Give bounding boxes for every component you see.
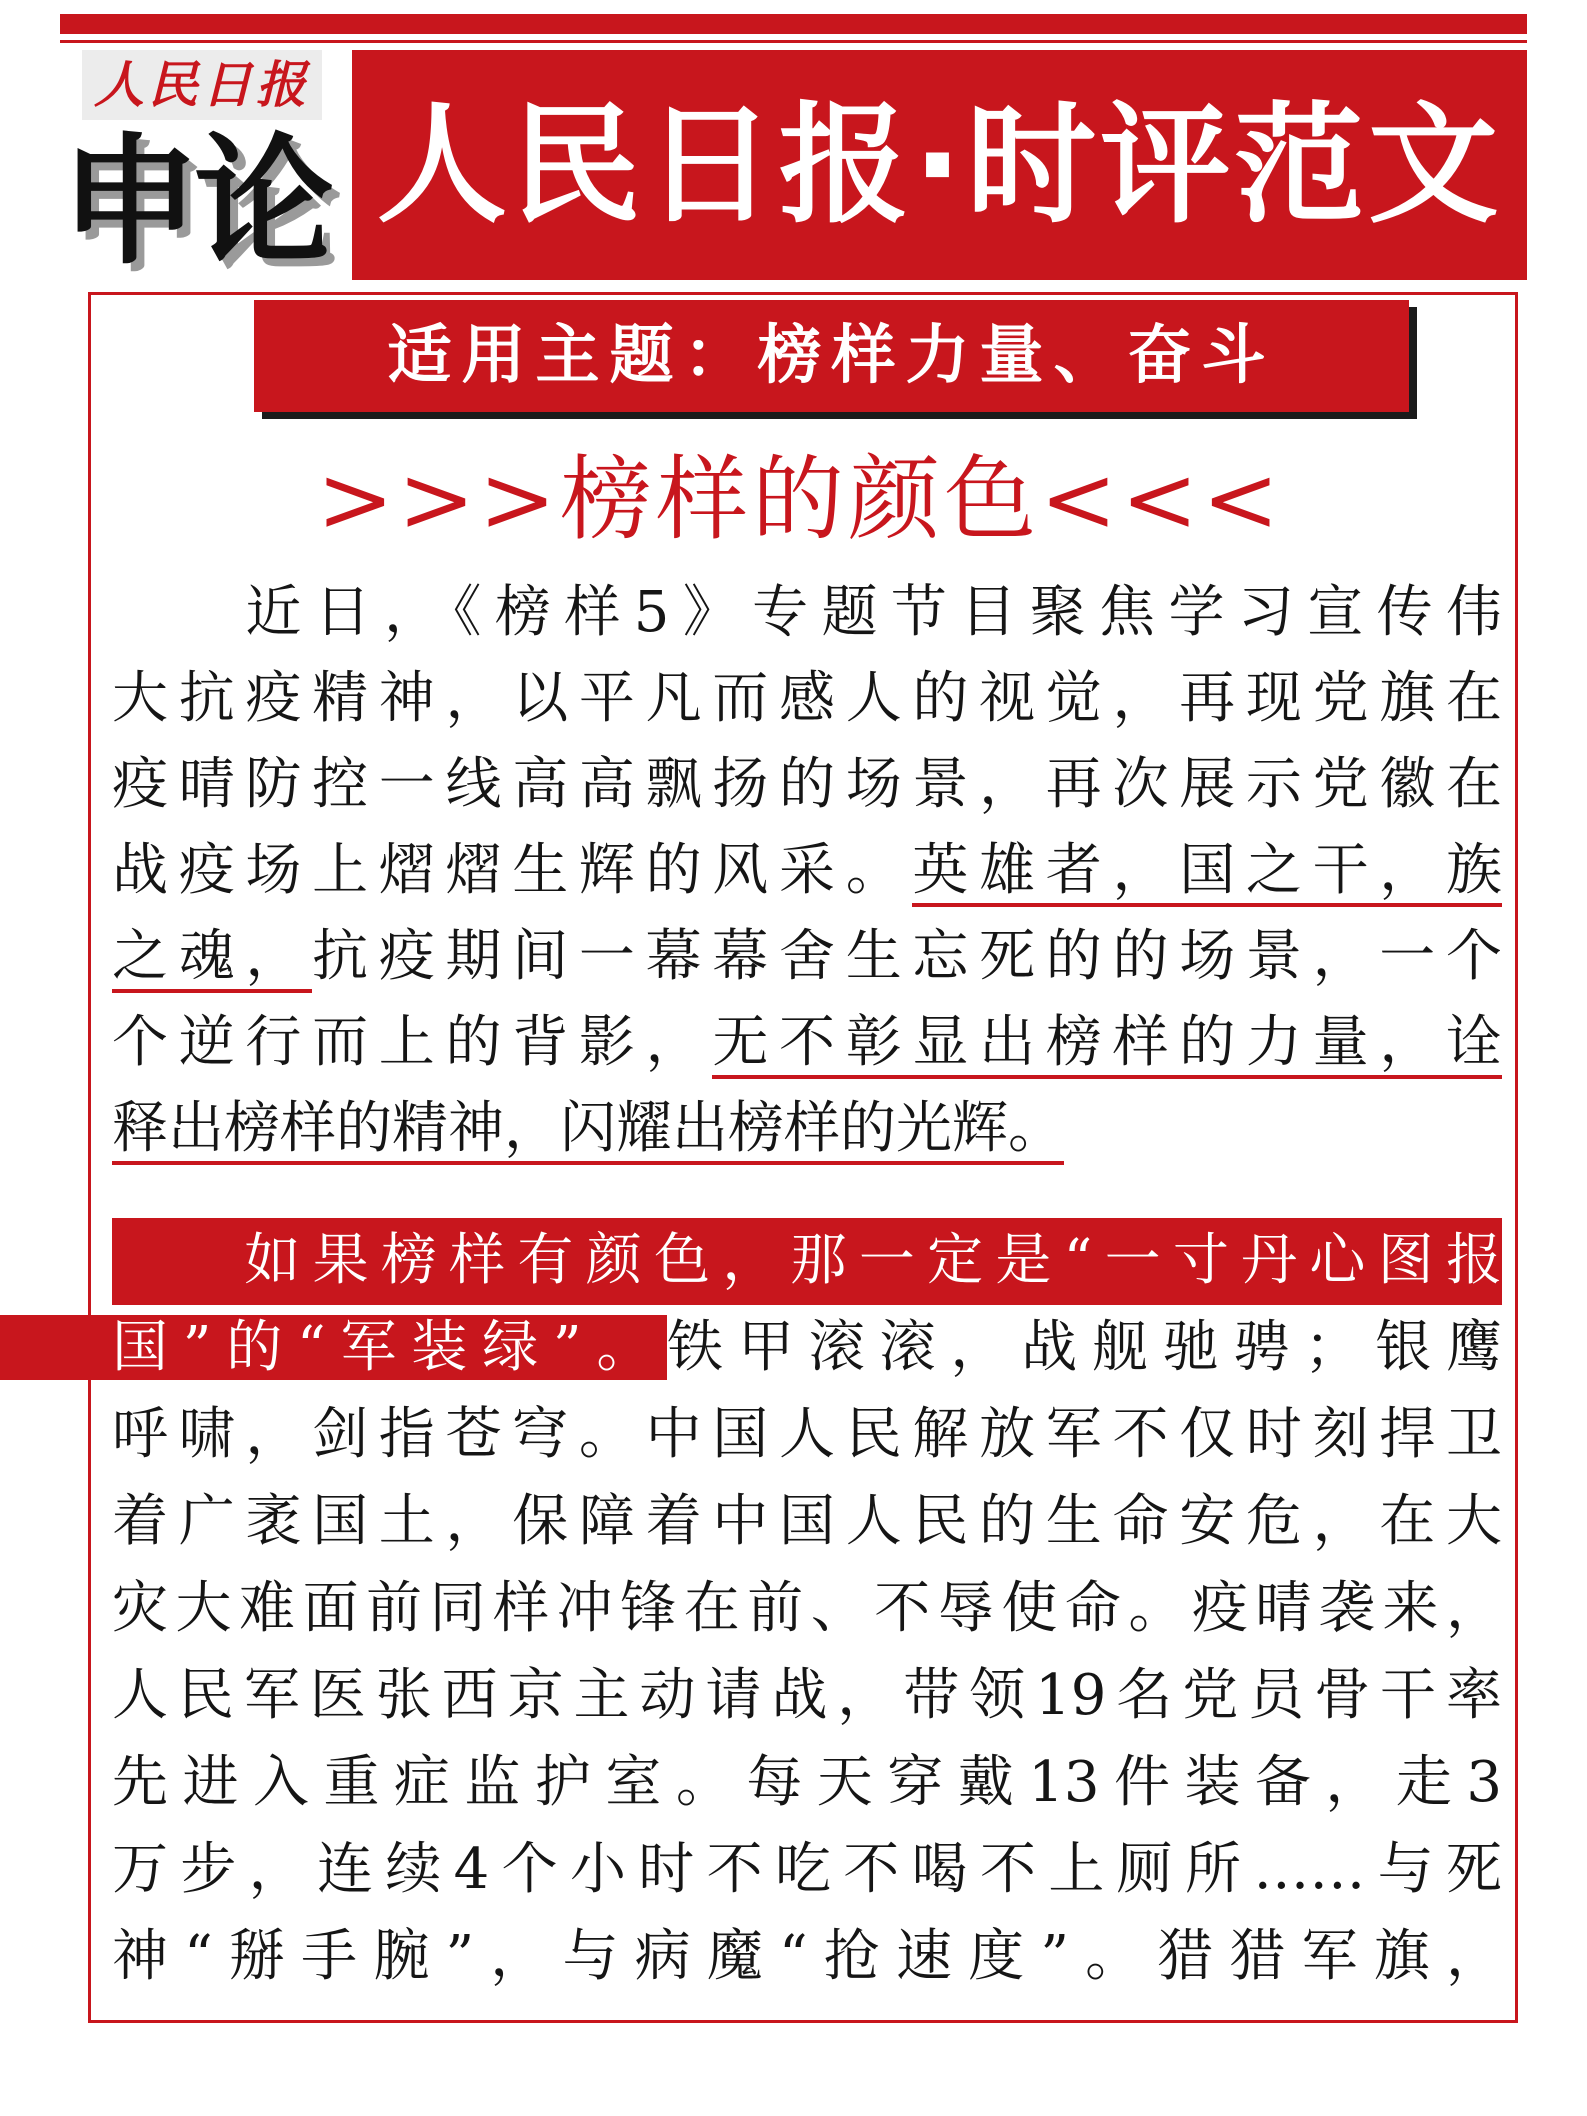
text-line: [112, 914, 1502, 1000]
header-rule-thin: [60, 40, 1527, 43]
paper-logo: 人民日报: [82, 50, 322, 120]
text-line: 灾大难面前同样冲锋在前、不辱使命。疫晴袭来，: [112, 1576, 1502, 1641]
text-line: 先进入重症监护室。每天穿戴13件装备，走3: [112, 1750, 1502, 1815]
theme-banner: 适用主题：榜样力量、奋斗: [254, 300, 1409, 412]
text-line: 万步，连续4个小时不吃不喝不上厕所……与死: [112, 1837, 1502, 1902]
text-line: [112, 1086, 1502, 1172]
underlined-phrase: 之魂，: [112, 924, 312, 993]
text-line: 人民军医张西京主动请战，带领19名党员骨干率: [112, 1663, 1502, 1728]
shenlun-wordmark: 申论: [60, 121, 329, 284]
paragraph-1: [112, 570, 1502, 1172]
highlighted-phrase: 国”的“军装绿”。: [0, 1315, 667, 1380]
text-line: [112, 828, 1502, 914]
text-line: 神“掰手腕”，与病魔“抢速度”。猎猎军旗，: [112, 1924, 1502, 1989]
text-line: 疫晴防控一线高高飘扬的场景，再次展示党徽在: [112, 752, 1502, 817]
text-run: 近日，《榜样5》专题节目聚焦学习宣传伟: [232, 580, 1502, 645]
text-run: 战疫场上熠熠生辉的风采。: [112, 838, 913, 903]
underlined-phrase: 无不彰显出榜样的力量，诠: [712, 1010, 1502, 1079]
text-line: [112, 1000, 1502, 1086]
text-line: 呼啸，剑指苍穹。中国人民解放军不仅时刻捍卫: [112, 1402, 1502, 1467]
page-title: 人民日报·时评范文: [352, 50, 1527, 280]
underlined-phrase: 释出榜样的精神，闪耀出榜样的光辉。: [112, 1096, 1064, 1165]
text-line: [112, 570, 1502, 656]
header-rule-thick: [60, 14, 1527, 34]
paragraph-2: [112, 1218, 1502, 2001]
article-title: >>>榜样的颜色<<<: [316, 446, 1284, 553]
text-line: [112, 1305, 1502, 1392]
text-run: 抗疫期间一幕幕舍生忘死的的场景，一个: [312, 924, 1503, 989]
text-line: 着广袤国土，保障着中国人民的生命安危，在大: [112, 1489, 1502, 1554]
logo-block: [60, 50, 352, 285]
underlined-phrase: 英雄者，国之干，族: [912, 838, 1502, 907]
text-run: 如果榜样有颜色，那一定是“一寸丹心图报: [232, 1228, 1502, 1293]
text-run: 个逆行而上的背影，: [112, 1010, 713, 1075]
text-run: 铁甲滚滚，战舰驰骋；银鹰: [667, 1315, 1503, 1380]
text-line: 大抗疫精神，以平凡而感人的视觉，再现党旗在: [112, 666, 1502, 731]
highlighted-line: [112, 1218, 1502, 1305]
